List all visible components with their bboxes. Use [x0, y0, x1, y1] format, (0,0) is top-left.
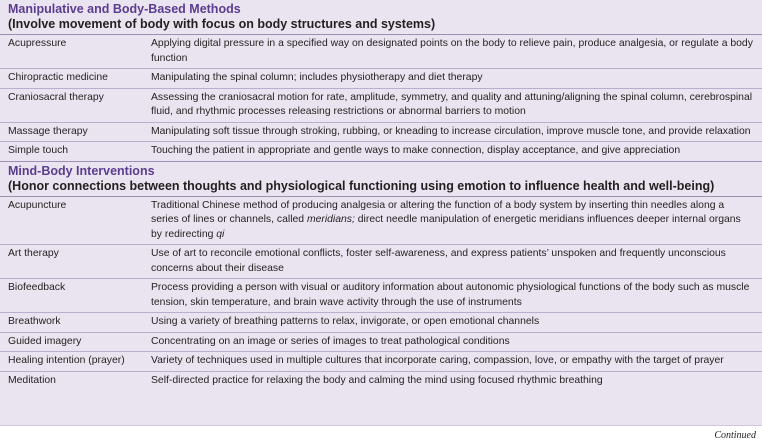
table-row — [0, 122, 762, 142]
emphasis-term: meridians; — [306, 214, 355, 225]
therapy-term: Biofeedback — [8, 282, 66, 293]
therapy-description: Concentrating on an image or series of images to treat pathological conditions — [151, 335, 510, 347]
therapy-term: Healing intention (prayer) — [8, 355, 125, 366]
section-header-manipulative — [0, 0, 762, 34]
description-text: direct needle manipulation of energetic meridians influences deeper internal organs by redirecting — [151, 214, 741, 240]
therapy-term: Art therapy — [8, 248, 59, 259]
therapy-description: Assessing the craniosacral motion for rate, amplitude, symmetry, and quality and attuning/aligning the spinal column, cerebrospinal fluid, and rhythmic processes releasing restrictions or abnormal barriers to motion — [151, 91, 753, 117]
table-row — [0, 35, 762, 68]
table-row — [0, 332, 762, 352]
therapy-term: Guided imagery — [8, 335, 82, 347]
table-row — [0, 68, 762, 88]
section-title: Manipulative and Body-Based Methods — [8, 2, 241, 16]
therapy-term: Simple touch — [8, 145, 69, 156]
therapy-description: Process providing a person with visual or auditory information about autonomic physiological functions of the body such as muscle tension, skin temperature, and brain wave activity through the use of instruments — [151, 282, 750, 308]
therapy-description: Manipulating the spinal column; includes physiotherapy and diet therapy — [151, 72, 483, 83]
therapy-description: Variety of techniques used in multiple cultures that incorporate caring, compassion, love, or empathy with the target of prayer — [151, 355, 724, 366]
therapy-term: Acupuncture — [8, 199, 67, 211]
section-subtitle: (Involve movement of body with focus on body structures and systems) — [8, 17, 436, 31]
emphasis-term: qi — [216, 228, 225, 240]
therapy-description: Use of art to reconcile emotional conflicts, foster self-awareness, and express patients’ unspoken and frequently unconscious concerns about their disease — [151, 248, 726, 274]
table-row — [0, 88, 762, 122]
therapy-description: Applying digital pressure in a specified way on designated points on the body to relieve pain, produce analgesia, or regulate a body function — [151, 38, 753, 64]
therapy-description: Self-directed practice for relaxing the body and calming the mind using focused rhythmic breathing — [151, 374, 603, 386]
therapy-term: Massage therapy — [8, 125, 88, 137]
table-row — [0, 312, 762, 332]
section-header-mind-body — [0, 162, 762, 196]
therapy-description: Using a variety of breathing patterns to relax, invigorate, or open emotional channels — [151, 316, 540, 327]
therapy-term: Acupressure — [8, 38, 67, 49]
table-row — [0, 244, 762, 278]
therapy-term: Craniosacral therapy — [8, 91, 104, 103]
table-row — [0, 351, 762, 371]
table-row — [0, 371, 762, 391]
section-rows-mind-body — [0, 197, 762, 391]
therapy-term: Meditation — [8, 374, 56, 386]
therapy-description: Touching the patient in appropriate and gentle ways to make connection, display acceptance, and give appreciation — [151, 145, 681, 156]
table-row — [0, 278, 762, 312]
section-title: Mind-Body Interventions — [8, 163, 155, 178]
table-row — [0, 197, 762, 245]
therapy-description: Manipulating soft tissue through stroking, rubbing, or kneading to increase circulation, improve muscle tone, and provide relaxation — [151, 125, 751, 137]
description-text: Traditional Chinese method of producing analgesia or altering the function of a body system by inserting thin needles along a series of lines or channels, called — [151, 199, 725, 225]
section-rows-manipulative — [0, 35, 762, 161]
continued-label: Continued — [714, 430, 756, 441]
therapy-term: Breathwork — [8, 316, 61, 327]
table-row — [0, 141, 762, 161]
therapy-term: Chiropractic medicine — [8, 72, 108, 83]
section-subtitle: (Honor connections between thoughts and physiological functioning using emotion to influence health and well-being) — [8, 178, 715, 193]
therapy-description — [151, 197, 754, 245]
